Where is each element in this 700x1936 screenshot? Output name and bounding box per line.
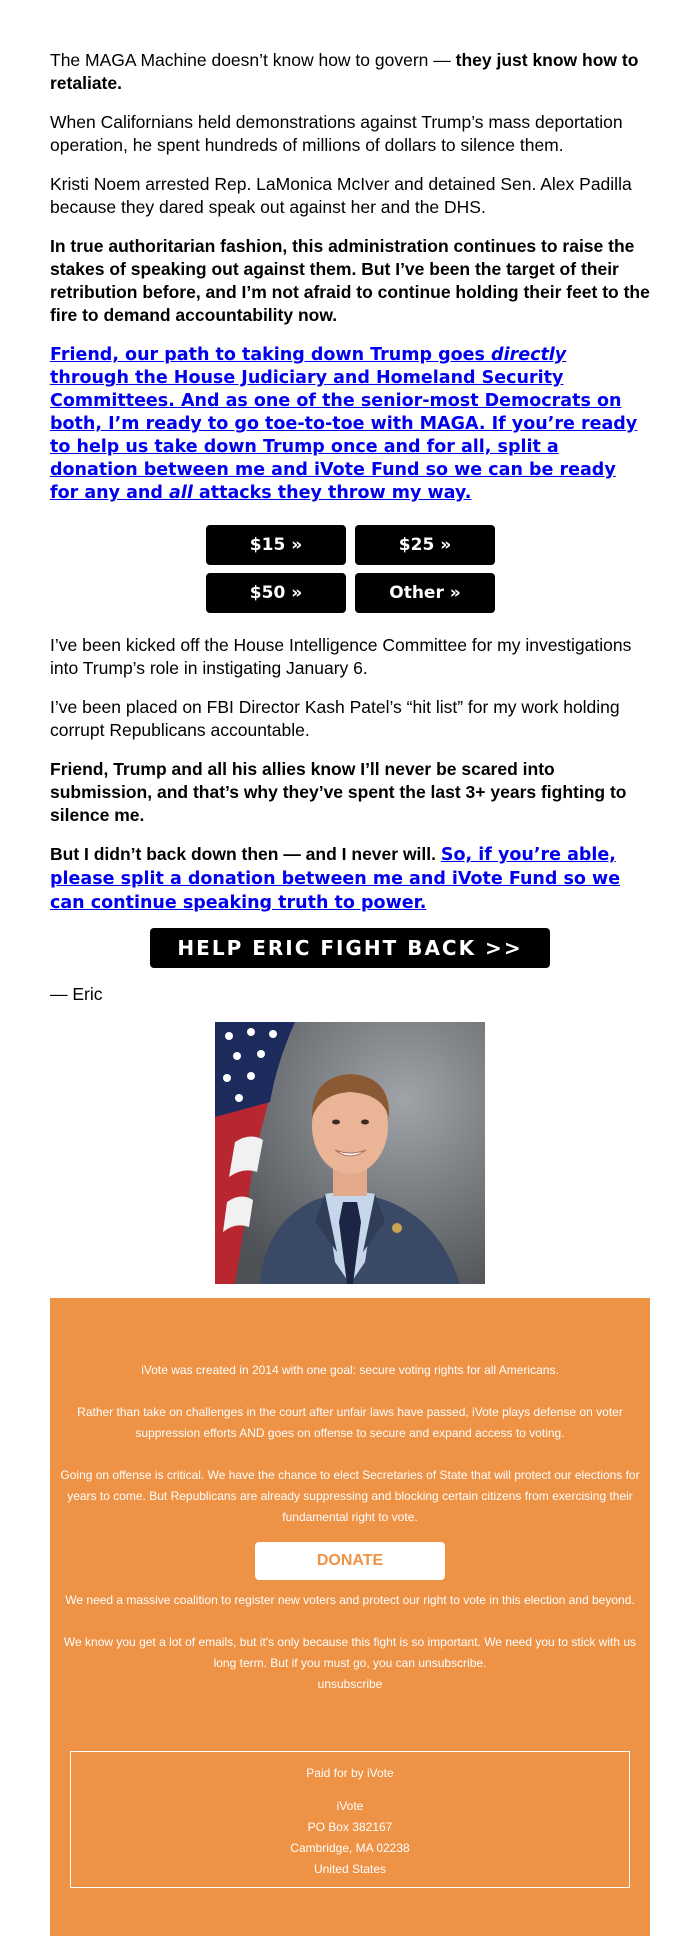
paid-for-text: Paid for by iVote: [306, 1766, 394, 1780]
appeal-link-part-c[interactable]: attacks they throw my way.: [192, 483, 472, 503]
donate-50-button[interactable]: $50 »: [206, 573, 346, 613]
unsubscribe-link[interactable]: unsubscribe: [317, 1677, 383, 1691]
appeal-link-part-b[interactable]: through the House Judiciary and Homeland Security Committees. And as one of the senior-most Democrats on both, I’m ready to go toe-to-toe with MAGA. If you’re ready to help us take down Trump once and for all, split a donation between me and iVote Fund so we can be ready for any and: [50, 368, 638, 503]
country: United States: [313, 1862, 387, 1876]
portrait-illustration: [215, 1022, 485, 1284]
org-name: iVote: [336, 1799, 364, 1813]
paid-for-box: [70, 1751, 630, 1888]
footer-donate-button[interactable]: DONATE: [255, 1542, 445, 1580]
paragraph-6: I’ve been placed on FBI Director Kash Patel’s “hit list” for my work holding corrupt Republicans accountable.: [50, 697, 620, 740]
footer-paragraph-5: We know you get a lot of emails, but it's only because this fight is so important. We need you to stick with us long term. But if you must go, you can unsubscribe.: [63, 1635, 637, 1670]
paragraph-8: [50, 843, 650, 915]
appeal-link-emphasis-directly[interactable]: directly: [491, 345, 567, 365]
paragraph-8-link[interactable]: So, if you’re able, please split a donation between me and iVote Fund so we can continue speaking truth to power.: [50, 845, 621, 913]
paragraph-1-bold: they just know how to retaliate.: [50, 50, 639, 93]
footer-paragraph-1: iVote was created in 2014 with one goal: secure voting rights for all Americans.: [141, 1363, 559, 1377]
paragraph-2: When Californians held demonstrations against Trump’s mass deportation operation, he spent hundreds of millions of dollars to silence them.: [50, 112, 623, 155]
appeal-link[interactable]: [50, 345, 637, 503]
eric-portrait-photo: [215, 1022, 485, 1284]
paragraph-5: I’ve been kicked off the House Intelligence Committee for my investigations into Trump’s role in instigating January 6.: [50, 635, 632, 678]
ivote-footer: [50, 1298, 650, 1936]
paragraph-8-text: But I didn’t back down then — and I never will.: [50, 844, 441, 864]
donate-15-button[interactable]: $15 »: [206, 525, 346, 565]
signoff: — Eric: [50, 984, 103, 1004]
donate-25-button[interactable]: $25 »: [355, 525, 495, 565]
po-box: PO Box 382167: [307, 1820, 393, 1834]
paragraph-4: In true authoritarian fashion, this administration continues to raise the stakes of speaking out against them. But I’ve been the target of their retribution before, and I’m not afraid to continue holding their feet to the fire to demand accountability now.: [50, 236, 650, 325]
paragraph-7: Friend, Trump and all his allies know I’ll never be scared into submission, and that’s why they’ve spent the last 3+ years fighting to silence me.: [50, 759, 627, 825]
appeal-link-part-a[interactable]: Friend, our path to taking down Trump goes: [50, 345, 492, 365]
donation-appeal-link[interactable]: [50, 344, 650, 505]
help-eric-fight-back-button[interactable]: HELP ERIC FIGHT BACK >>: [150, 928, 550, 968]
city-state-zip: Cambridge, MA 02238: [290, 1841, 410, 1855]
paragraph-1-text: The MAGA Machine doesn’t know how to govern —: [50, 50, 456, 70]
appeal-link-emphasis-all[interactable]: all: [169, 483, 193, 503]
donate-other-button[interactable]: Other »: [355, 573, 495, 613]
paragraph-3: Kristi Noem arrested Rep. LaMonica McIver and detained Sen. Alex Padilla because they dared speak out against her and the DHS.: [50, 174, 632, 217]
paragraph-1: [50, 49, 650, 95]
footer-paragraph-4: We need a massive coalition to register new voters and protect our right to vote in this election and beyond.: [65, 1593, 635, 1607]
footer-paragraph-2: Rather than take on challenges in the court after unfair laws have passed, iVote plays defense on voter suppression efforts AND goes on offense to secure and expand access to voting.: [77, 1405, 623, 1440]
footer-paragraph-3: Going on offense is critical. We have the chance to elect Secretaries of State that will protect our elections for years to come. But Republicans are already suppressing and blocking certain citizens from exercising their fundamental right to vote.: [60, 1468, 640, 1524]
